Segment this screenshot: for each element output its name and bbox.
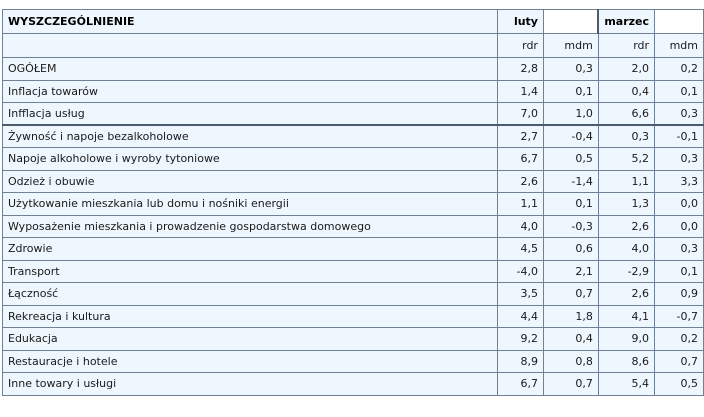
subheader-mdm: mdm bbox=[655, 34, 704, 58]
value-rdr-luty: 4,4 bbox=[498, 305, 544, 328]
value-rdr-luty: 1,1 bbox=[498, 193, 544, 216]
value-rdr-marzec: 1,1 bbox=[598, 170, 654, 193]
value-mdm-marzec: 0,5 bbox=[655, 373, 704, 396]
column-header-title: WYSZCZEGÓLNIENIE bbox=[3, 10, 498, 34]
value-mdm-luty: 0,7 bbox=[543, 283, 598, 306]
table-row bbox=[3, 238, 704, 261]
row-label: Rekreacja i kultura bbox=[3, 305, 498, 328]
table-row bbox=[3, 350, 704, 373]
table-row bbox=[3, 260, 704, 283]
table-subheader-row bbox=[3, 34, 704, 58]
column-header-month1: luty bbox=[498, 10, 544, 34]
value-rdr-luty: 6,7 bbox=[498, 373, 544, 396]
value-mdm-marzec: 0,3 bbox=[655, 238, 704, 261]
value-mdm-marzec: 0,3 bbox=[655, 103, 704, 126]
subheader-blank-cell bbox=[3, 34, 498, 58]
value-mdm-luty: 0,1 bbox=[543, 80, 598, 103]
row-label: OGÓŁEM bbox=[3, 58, 498, 81]
value-mdm-luty: 0,1 bbox=[543, 193, 598, 216]
value-mdm-luty: 0,7 bbox=[543, 373, 598, 396]
value-rdr-luty: 9,2 bbox=[498, 328, 544, 351]
row-label: Żywność i napoje bezalkoholowe bbox=[3, 125, 498, 148]
table-row bbox=[3, 125, 704, 148]
value-mdm-marzec: 3,3 bbox=[655, 170, 704, 193]
row-label: Transport bbox=[3, 260, 498, 283]
value-mdm-luty: 0,4 bbox=[543, 328, 598, 351]
value-rdr-marzec: 2,6 bbox=[598, 283, 654, 306]
value-rdr-marzec: 5,2 bbox=[598, 148, 654, 171]
value-mdm-luty: 0,6 bbox=[543, 238, 598, 261]
value-rdr-marzec: 8,6 bbox=[598, 350, 654, 373]
value-rdr-luty: 8,9 bbox=[498, 350, 544, 373]
value-mdm-luty: -1,4 bbox=[543, 170, 598, 193]
header-blank-cell bbox=[543, 10, 598, 34]
table-row bbox=[3, 148, 704, 171]
row-label: Zdrowie bbox=[3, 238, 498, 261]
subheader-rdr: rdr bbox=[598, 34, 654, 58]
value-rdr-marzec: 4,1 bbox=[598, 305, 654, 328]
row-label: Infflacja usług bbox=[3, 103, 498, 126]
value-mdm-marzec: 0,1 bbox=[655, 80, 704, 103]
row-label: Edukacja bbox=[3, 328, 498, 351]
subheader-mdm: mdm bbox=[543, 34, 598, 58]
value-rdr-luty: 2,7 bbox=[498, 125, 544, 148]
value-rdr-luty: 4,0 bbox=[498, 215, 544, 238]
value-rdr-luty: 7,0 bbox=[498, 103, 544, 126]
value-mdm-luty: 0,8 bbox=[543, 350, 598, 373]
table-row bbox=[3, 305, 704, 328]
value-mdm-luty: 2,1 bbox=[543, 260, 598, 283]
value-mdm-marzec: 0,0 bbox=[655, 193, 704, 216]
table-row bbox=[3, 58, 704, 81]
value-rdr-luty: 2,6 bbox=[498, 170, 544, 193]
row-label: Napoje alkoholowe i wyroby tytoniowe bbox=[3, 148, 498, 171]
value-mdm-luty: 1,8 bbox=[543, 305, 598, 328]
value-rdr-marzec: 2,0 bbox=[598, 58, 654, 81]
table-row bbox=[3, 328, 704, 351]
subheader-rdr: rdr bbox=[498, 34, 544, 58]
value-mdm-marzec: 0,7 bbox=[655, 350, 704, 373]
value-mdm-marzec: 0,9 bbox=[655, 283, 704, 306]
table-header-row bbox=[3, 10, 704, 34]
table-row bbox=[3, 80, 704, 103]
value-rdr-marzec: 5,4 bbox=[598, 373, 654, 396]
table-row bbox=[3, 373, 704, 396]
value-mdm-marzec: -0,1 bbox=[655, 125, 704, 148]
table-row bbox=[3, 193, 704, 216]
value-mdm-luty: -0,4 bbox=[543, 125, 598, 148]
row-label: Użytkowanie mieszkania lub domu i nośniki energii bbox=[3, 193, 498, 216]
value-mdm-luty: 0,5 bbox=[543, 148, 598, 171]
value-rdr-luty: 1,4 bbox=[498, 80, 544, 103]
table-row bbox=[3, 170, 704, 193]
value-rdr-marzec: 9,0 bbox=[598, 328, 654, 351]
value-mdm-luty: -0,3 bbox=[543, 215, 598, 238]
row-label: Odzież i obuwie bbox=[3, 170, 498, 193]
inflation-table bbox=[2, 9, 704, 396]
value-rdr-marzec: 0,4 bbox=[598, 80, 654, 103]
row-label: Łączność bbox=[3, 283, 498, 306]
value-rdr-luty: -4,0 bbox=[498, 260, 544, 283]
value-mdm-luty: 1,0 bbox=[543, 103, 598, 126]
value-mdm-marzec: 0,2 bbox=[655, 328, 704, 351]
value-mdm-marzec: 0,2 bbox=[655, 58, 704, 81]
value-mdm-marzec: 0,3 bbox=[655, 148, 704, 171]
row-label: Wyposażenie mieszkania i prowadzenie gospodarstwa domowego bbox=[3, 215, 498, 238]
column-header-month2: marzec bbox=[598, 10, 654, 34]
value-rdr-marzec: 6,6 bbox=[598, 103, 654, 126]
row-label: Inflacja towarów bbox=[3, 80, 498, 103]
value-rdr-luty: 2,8 bbox=[498, 58, 544, 81]
table-row bbox=[3, 103, 704, 126]
table-row bbox=[3, 215, 704, 238]
value-mdm-marzec: 0,0 bbox=[655, 215, 704, 238]
value-rdr-luty: 3,5 bbox=[498, 283, 544, 306]
value-rdr-marzec: -2,9 bbox=[598, 260, 654, 283]
value-mdm-luty: 0,3 bbox=[543, 58, 598, 81]
value-rdr-marzec: 0,3 bbox=[598, 125, 654, 148]
value-rdr-marzec: 1,3 bbox=[598, 193, 654, 216]
value-rdr-marzec: 4,0 bbox=[598, 238, 654, 261]
row-label: Restauracje i hotele bbox=[3, 350, 498, 373]
value-rdr-luty: 4,5 bbox=[498, 238, 544, 261]
row-label: Inne towary i usługi bbox=[3, 373, 498, 396]
value-rdr-luty: 6,7 bbox=[498, 148, 544, 171]
table-row bbox=[3, 283, 704, 306]
value-mdm-marzec: -0,7 bbox=[655, 305, 704, 328]
header-blank-cell bbox=[655, 10, 704, 34]
value-mdm-marzec: 0,1 bbox=[655, 260, 704, 283]
value-rdr-marzec: 2,6 bbox=[598, 215, 654, 238]
